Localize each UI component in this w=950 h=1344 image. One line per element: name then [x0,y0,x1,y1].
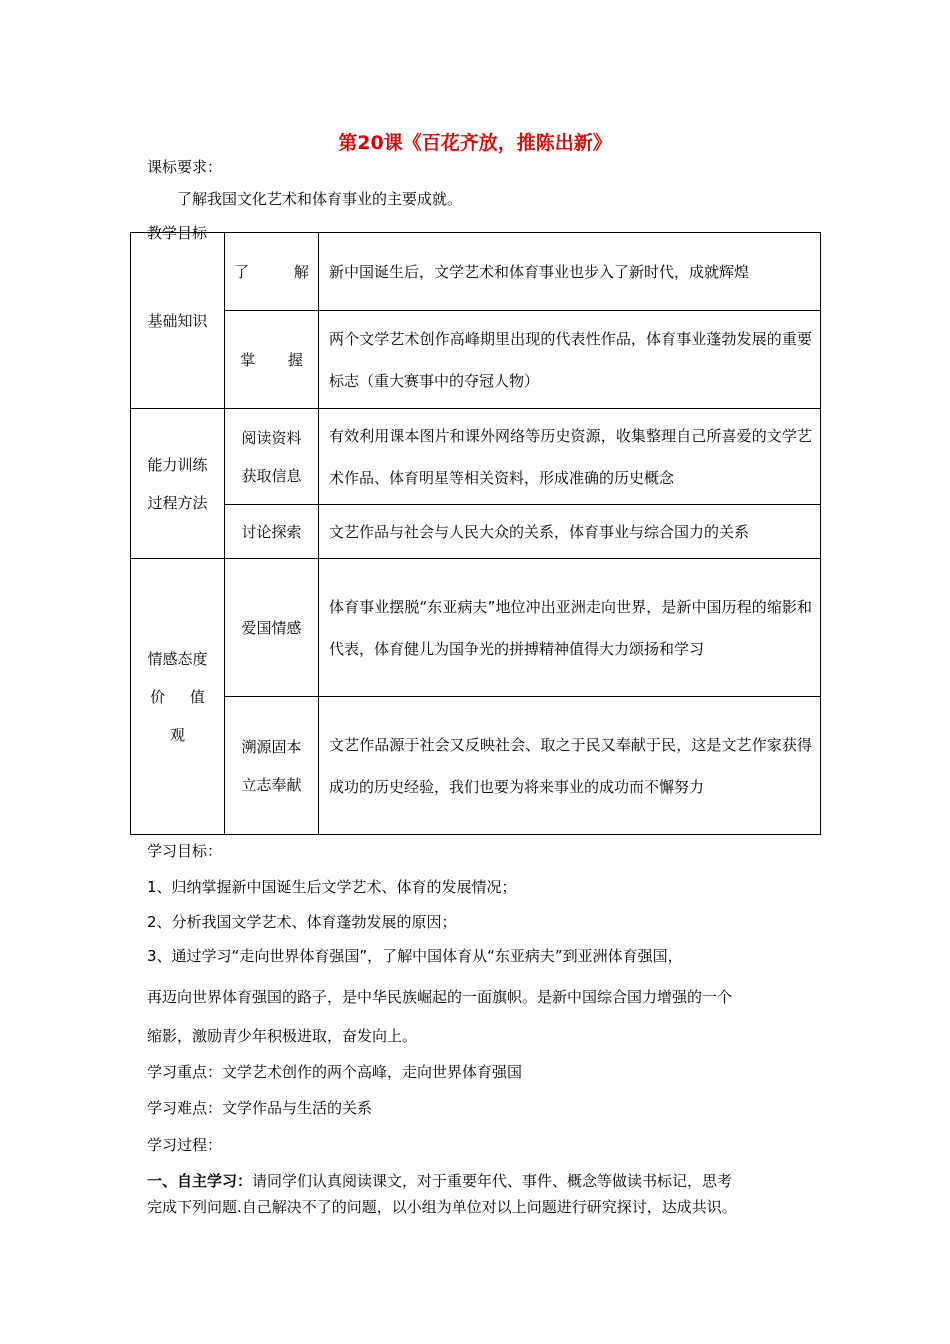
ability-text-reading: 有效利用课本图片和课外网络等历史资源，收集整理自己所喜爱的文学艺术作品、体育明星等相关资料，形成准确的历史概念 [319,409,821,505]
standard-text: 了解我国文化艺术和体育事业的主要成就。 [177,190,463,208]
self-study-line-2: 完成下列问题.自己解决不了的问题，以小组为单位对以上问题进行研究探讨，达成共识。 [147,1198,737,1216]
goal-3-line-1: 3、通过学习“走向世界体育强国”，了解中国体育从“东亚病夫”到亚洲体育强国， [147,947,683,965]
emotion-text-dedication: 文艺作品源于社会又反映社会、取之于民又奉献于民，这是文艺作家获得成功的历史经验，我们也要为将来事业的成功而不懈努力 [319,697,821,835]
key-point: 学习重点：文学艺术创作的两个高峰，走向世界体育强国 [147,1063,523,1081]
basic-sub-master: 掌 握 [225,311,319,409]
self-study-text: 请同学们认真阅读课文，对于重要年代、事件、概念等做读书标记，思考 [252,1172,733,1190]
emotion-sub-dedication: 溯源固本 立志奉献 [225,697,319,835]
learning-goals-heading: 学习目标： [147,842,223,860]
goal-2: 2、分析我国文学艺术、体育蓬勃发展的原因； [147,913,457,931]
standard-heading: 课标要求： [147,158,223,176]
difficulty: 学习难点：文学作品与生活的关系 [147,1099,373,1117]
self-study-line-1 [147,1170,732,1191]
ability-sub-reading: 阅读资料 获取信息 [225,409,319,505]
ability-text-discuss: 文艺作品与社会与人民大众的关系，体育事业与综合国力的关系 [319,505,821,559]
teaching-goals-table [130,232,821,835]
goal-1: 1、归纳掌握新中国诞生后文学艺术、体育的发展情况； [147,878,517,896]
goal-3-line-3: 缩影，激励青少年积极进取，奋发向上。 [147,1027,418,1045]
goal-3-line-2: 再迈向世界体育强国的路子，是中华民族崛起的一面旗帜。是新中国综合国力增强的一个 [147,988,733,1006]
teaching-goals-heading: 教学目标 [147,224,208,242]
basic-knowledge-label: 基础知识 [131,233,225,409]
process-heading: 学习过程： [147,1136,223,1154]
ability-label: 能力训练 过程方法 [131,409,225,559]
basic-sub-understand: 了 解 [225,233,319,311]
ability-sub-discuss: 讨论探索 [225,505,319,559]
emotion-sub-patriotism: 爱国情感 [225,559,319,697]
basic-text-master: 两个文学艺术创作高峰期里出现的代表性作品，体育事业蓬勃发展的重要标志（重大赛事中的夺冠人物） [319,311,821,409]
emotion-text-patriotism: 体育事业摆脱“东亚病夫”地位冲出亚洲走向世界，是新中国历程的缩影和代表，体育健儿为国争光的拼搏精神值得大力颂扬和学习 [319,559,821,697]
emotion-label: 情感态度 价 值 观 [131,559,225,835]
page-title: 第20课《百花齐放，推陈出新》 [338,132,612,154]
basic-text-understand: 新中国诞生后，文学艺术和体育事业也步入了新时代，成就辉煌 [319,233,821,311]
self-study-label: 一、自主学习： [147,1172,253,1190]
